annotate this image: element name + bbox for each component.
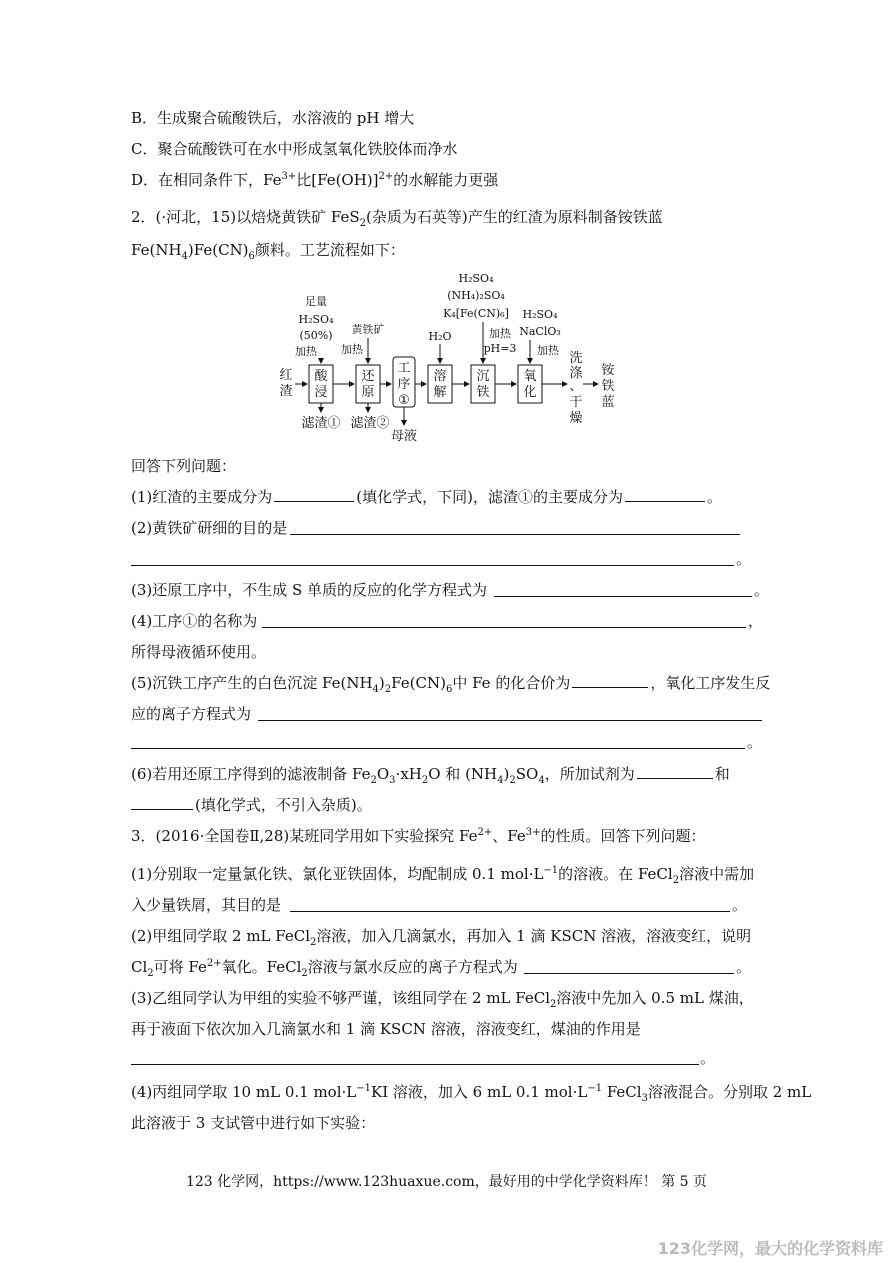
residue1-label: 滤渣① — [301, 416, 341, 431]
answer-blank[interactable] — [131, 795, 193, 810]
page-footer: 123 化学网，https://www.123huaxue.com，最好用的中学化学资料库！ 第 5 页 — [185, 1174, 708, 1190]
q2-intro: 2．(·河北，15)以焙烧黄铁矿 FeS$_2$(杂质为石英等)产生的红渣为原料制备铵铁蓝 — [131, 208, 663, 229]
reagent3-line: H₂O — [428, 330, 452, 343]
answer-blank[interactable] — [625, 487, 705, 502]
box1-char: 浸 — [314, 385, 328, 400]
q3-part1-cont: 入少量铁屑，其目的是 — [131, 896, 282, 914]
q2-part2: (2)黄铁矿研细的目的是 — [131, 519, 288, 537]
answer-line[interactable] — [258, 720, 762, 721]
q3-part2: (2)甲组同学取 2 mL FeCl$_2$溶液，加入几滴氯水，再加入 1 滴 KSCN 溶液，溶液变红，说明 — [131, 927, 752, 948]
box2-char: 还 — [361, 369, 375, 384]
q3-part4-cont: 此溶液于 3 支试管中进行如下实验： — [131, 1114, 376, 1132]
reagent2-line: 黄铁矿 — [351, 323, 385, 336]
q2-part6-cont: (填化学式，不引入杂质)。 — [131, 795, 372, 815]
reagent4-line: H₂SO₄ — [458, 272, 494, 285]
period: 。 — [736, 958, 752, 976]
answer-line[interactable] — [290, 534, 740, 535]
reagent5-line: H₂SO₄ — [522, 308, 558, 321]
reagent4-line: pH=3 — [483, 342, 517, 355]
reagent5-line: NaClO₃ — [519, 325, 561, 338]
box3-char: 序 — [397, 377, 411, 392]
box3-char: 工 — [397, 361, 411, 376]
answer-intro: 回答下列问题： — [131, 457, 237, 475]
reagent4-line: (NH₄)₂SO₄ — [447, 289, 505, 302]
step7-char: 涤 — [569, 366, 583, 381]
q2-part5-cont: 应的离子方程式为 — [131, 705, 252, 723]
answer-line[interactable] — [131, 565, 734, 566]
product-char: 蓝 — [601, 395, 615, 410]
box5-char: 铁 — [476, 385, 490, 400]
option-b: B．生成聚合硫酸铁后，水溶液的 pH 增大 — [131, 109, 415, 127]
residue2-label: 滤渣② — [350, 416, 390, 431]
period: 。 — [754, 581, 770, 599]
reagent4-line: 加热 — [489, 327, 511, 340]
period: 。 — [732, 896, 748, 914]
q2-part5: (5)沉铁工序产生的白色沉淀 $Fe(NH_4)_2Fe(CN)_6$中 Fe 的化合价为 ，氧化工序发生反 — [131, 674, 771, 695]
product-char: 铁 — [601, 379, 615, 394]
q3-part1: (1)分别取一定量氯化铁、氯化亚铁固体，均配制成 0.1 $mol\cdot L^{-1}$的溶液。在 FeCl$_2$溶液中需加 — [131, 865, 755, 886]
comma: ， — [748, 612, 764, 630]
reagent1-line: (50%) — [299, 329, 333, 342]
reagent1-line: 加热 — [295, 345, 317, 358]
period: 。 — [747, 733, 763, 751]
box4-char: 解 — [433, 385, 447, 400]
answer-line[interactable] — [494, 596, 752, 597]
box6-char: 化 — [523, 385, 537, 400]
q2-part4: (4)工序①的名称为 — [131, 612, 258, 630]
box3-char: ① — [398, 393, 410, 408]
step7-char: 洗 — [569, 351, 583, 366]
q3-part4: (4)丙组同学取 10 mL 0.1 $mol\cdot L^{-1}KI$ 溶液，加入 6 mL 0.1 $mol\cdot L^{-1}$ FeCl$_3$溶液混合。分别取 2 mL — [131, 1083, 812, 1104]
box5-char: 沉 — [476, 369, 490, 384]
box4-char: 溶 — [433, 369, 447, 384]
option-d: D．在相同条件下，$Fe^{3+}$比$[Fe(OH)]^{2+}$的水解能力更强 — [131, 171, 499, 189]
answer-blank[interactable] — [572, 673, 648, 688]
q2-part4-cont: 所得母液循环使用。 — [131, 643, 267, 661]
step7-char: 、 — [569, 379, 583, 394]
answer-blank[interactable] — [274, 487, 354, 502]
product-char: 铵 — [601, 363, 615, 378]
q3-intro: 3．(2016·全国卷Ⅱ,28)某班同学用如下实验探究 $Fe^{2+}$、$Fe^{3+}$的性质。回答下列问题： — [131, 827, 706, 845]
answer-line[interactable] — [131, 1064, 699, 1065]
start-char: 渣 — [279, 384, 293, 399]
reagent2-line: 加热 — [341, 343, 363, 356]
box1-char: 酸 — [314, 369, 328, 384]
process-flow-diagram — [0, 262, 893, 452]
step7-char: 燥 — [569, 411, 583, 426]
period: 。 — [736, 550, 752, 568]
option-c: C．聚合硫酸铁可在水中形成氢氧化铁胶体而净水 — [131, 140, 458, 158]
q2-part6: (6)若用还原工序得到的滤液制备 $Fe_2O_3\cdot xH_2O$ 和 $(NH_4)_2SO_4$，所加试剂为 和 — [131, 765, 730, 786]
answer-blank[interactable] — [637, 764, 713, 779]
answer-line[interactable] — [290, 911, 730, 912]
q3-part3: (3)乙组同学认为甲组的实验不够严谨，该组同学在 2 mL FeCl$_2$溶液中先加入 0.5 mL 煤油， — [131, 989, 754, 1010]
q3-part3-cont: 再于液面下依次加入几滴氯水和 1 滴 KSCN 溶液，溶液变红，煤油的作用是 — [131, 1020, 641, 1038]
reagent4-line: K₄[Fe(CN)₆] — [443, 307, 509, 320]
box2-char: 原 — [361, 385, 375, 400]
start-char: 红 — [279, 368, 293, 383]
step7-char: 干 — [569, 395, 583, 410]
site-watermark: 123化学网，最大的化学资料库 — [657, 1239, 883, 1258]
answer-line[interactable] — [524, 973, 734, 974]
reagent1-line: H₂SO₄ — [298, 313, 334, 326]
reagent1-line: 足量 — [305, 295, 327, 308]
q3-part2-cont: $Cl_2$可将 $Fe^{2+}$氧化。FeCl$_2$溶液与氯水反应的离子方程式为 — [131, 958, 518, 979]
box6-char: 氧 — [523, 369, 537, 384]
mother-liquor-label: 母液 — [390, 429, 418, 444]
reagent5-line: 加热 — [537, 344, 559, 357]
answer-line[interactable] — [262, 627, 746, 628]
period: 。 — [700, 1049, 716, 1067]
q2-intro-line2: $Fe(NH_4)Fe(CN)_6$颜料。工艺流程如下： — [131, 241, 405, 262]
q2-part1: (1)红渣的主要成分为 (填化学式，下同)，滤渣①的主要成分为 。 — [131, 488, 722, 506]
answer-line[interactable] — [131, 748, 745, 749]
q2-part3: (3)还原工序中，不生成 S 单质的反应的化学方程式为 — [131, 581, 488, 599]
